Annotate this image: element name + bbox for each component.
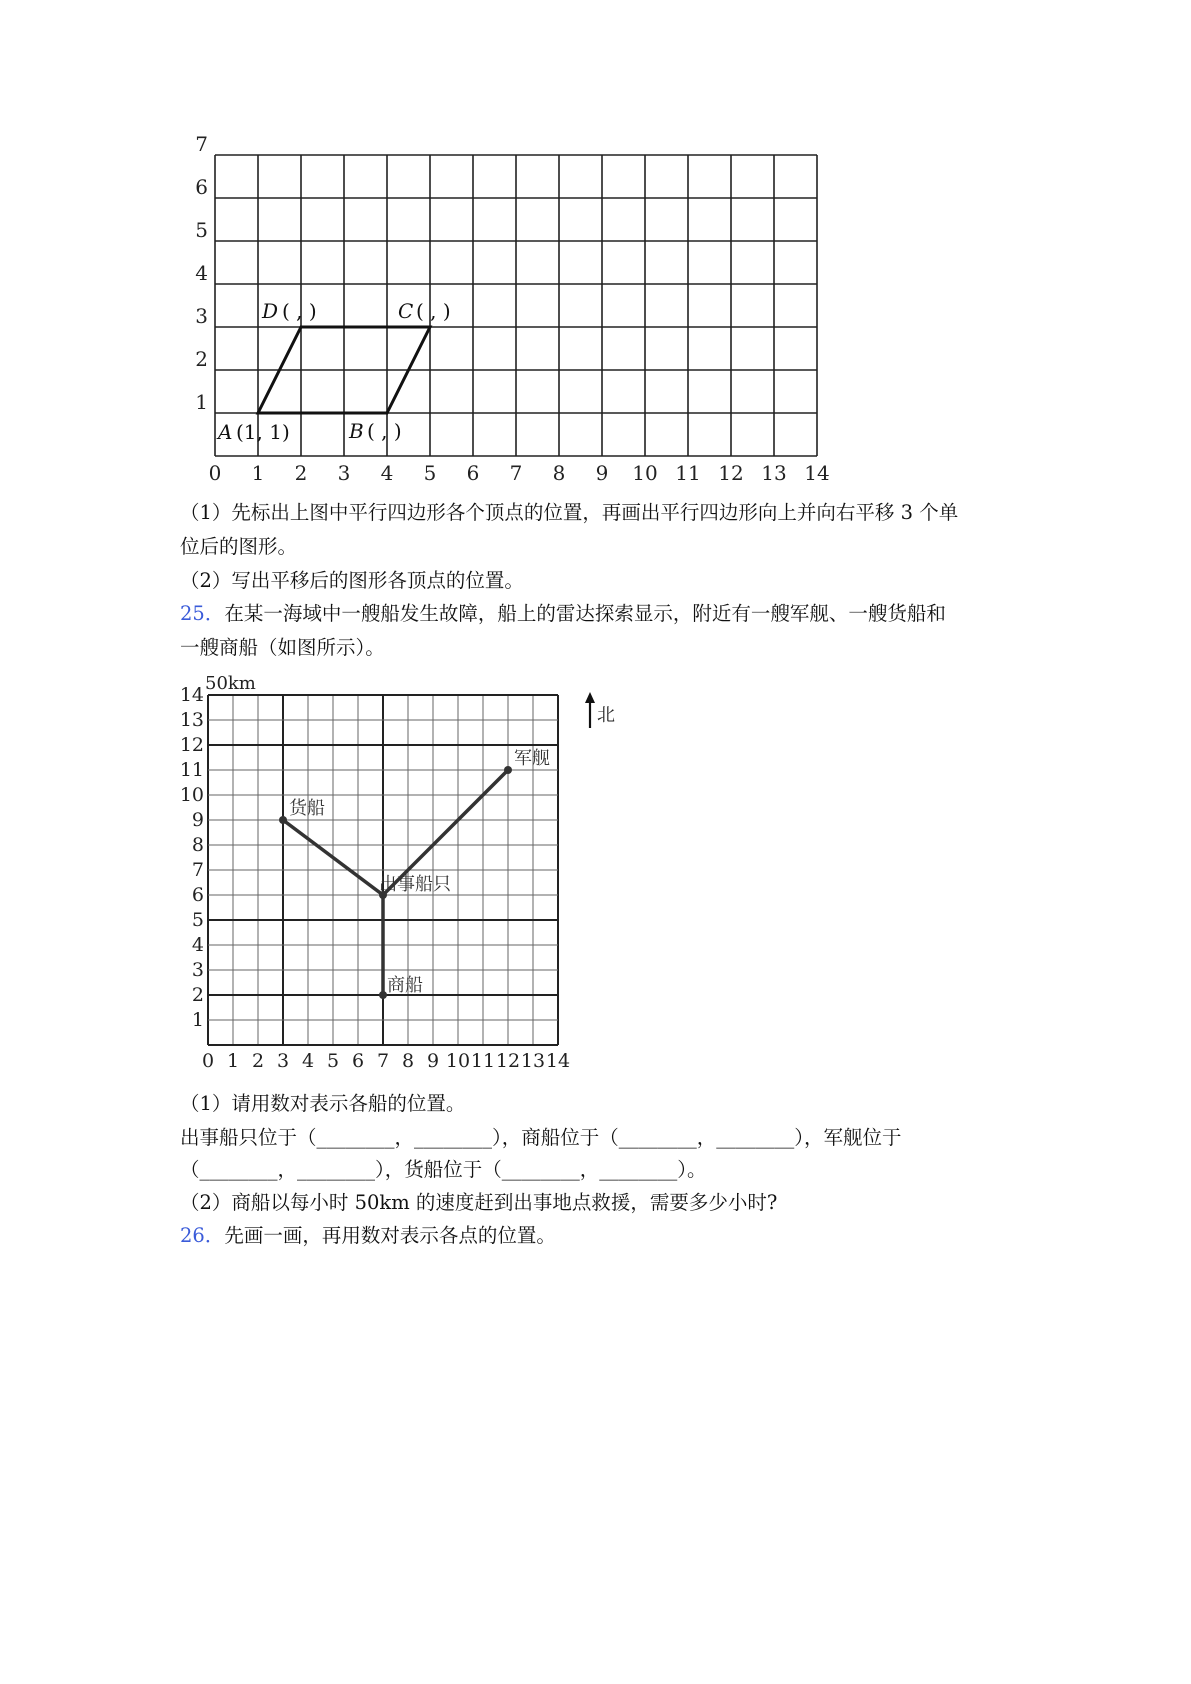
vertex-b-label: B — [349, 419, 364, 443]
y-tick-label: 13 — [179, 709, 204, 731]
y-tick-label: 7 — [195, 132, 208, 156]
x-tick-label: 11 — [675, 461, 701, 485]
vertex-c-coord: ( , ) — [416, 299, 451, 323]
x-tick-label: 1 — [226, 1050, 240, 1072]
y-tick-label: 1 — [195, 390, 208, 414]
x-tick-label: 2 — [251, 1050, 265, 1072]
q25-intro-text: 在某一海域中一艘船发生故障，船上的雷达探索显示，附近有一艘军舰、一艘货船和 — [224, 602, 946, 625]
q26-line — [180, 1222, 556, 1250]
x-tick-label: 9 — [426, 1050, 440, 1072]
cargo-ship-label: 货船 — [289, 798, 325, 819]
y-tick-label: 2 — [195, 347, 208, 371]
y-tick-label: 6 — [195, 175, 208, 199]
x-tick-label: 11 — [470, 1050, 496, 1072]
y-tick-label: 12 — [179, 734, 204, 756]
question-number: 25． — [180, 602, 225, 625]
accident-ship-label: 出事船只 — [379, 874, 451, 895]
ship-dot-warship — [504, 766, 512, 774]
merchant-ship-label: 商船 — [387, 975, 423, 996]
question-number: 26． — [180, 1224, 225, 1247]
x-axis-ticks — [209, 461, 830, 485]
vertex-b-coord: ( , ) — [367, 419, 402, 443]
x-tick-label: 8 — [552, 461, 566, 485]
x-tick-label: 4 — [380, 461, 394, 485]
q24-instruction-line2: 位后的图形。 — [180, 535, 298, 558]
north-arrow-icon — [585, 692, 615, 728]
x-tick-label: 10 — [445, 1050, 471, 1072]
x-tick-label: 13 — [761, 461, 787, 485]
vertex-d-coord: ( , ) — [282, 299, 317, 323]
y-tick-label: 5 — [195, 218, 208, 242]
y-tick-label: 7 — [191, 859, 204, 881]
x-tick-label: 5 — [326, 1050, 340, 1072]
y-tick-label: 2 — [191, 984, 204, 1006]
y-tick-label: 9 — [191, 809, 204, 831]
q25-fill-line1: 出事船只位于（________，________），商船位于（________，________），军舰位于 — [180, 1126, 902, 1149]
q25-intro-line2: 一艘商船（如图所示）。 — [180, 636, 385, 659]
figure-1-parallelogram-grid — [190, 132, 840, 490]
x-tick-label: 7 — [509, 461, 523, 485]
x-tick-label: 0 — [208, 461, 222, 485]
x-tick-label: 12 — [718, 461, 744, 485]
q25-intro-line1 — [180, 600, 946, 628]
y-axis-ticks — [180, 684, 204, 1031]
x-tick-label: 3 — [276, 1050, 290, 1072]
x-tick-label: 1 — [251, 461, 265, 485]
y-tick-label: 4 — [195, 261, 208, 285]
x-tick-label: 2 — [294, 461, 308, 485]
x-tick-label: 7 — [376, 1050, 390, 1072]
x-tick-label: 0 — [201, 1050, 215, 1072]
x-tick-label: 14 — [545, 1050, 571, 1072]
x-axis-ticks — [202, 1050, 570, 1072]
y-tick-label: 10 — [179, 784, 204, 806]
vertex-c-label: C — [398, 299, 414, 323]
y-tick-label: 14 — [179, 684, 204, 706]
y-tick-label: 1 — [191, 1009, 204, 1031]
x-tick-label: 3 — [337, 461, 351, 485]
x-tick-label: 9 — [595, 461, 609, 485]
q26-text: 先画一画，再用数对表示各点的位置。 — [224, 1224, 556, 1247]
x-tick-label: 10 — [632, 461, 658, 485]
q24-instruction-line1: （1）先标出上图中平行四边形各个顶点的位置，再画出平行四边形向上并向右平移 3 个单 — [180, 501, 959, 524]
q25-sub2: （2）商船以每小时 50km 的速度赶到出事地点救援，需要多少小时? — [180, 1191, 778, 1214]
y-tick-label: 8 — [191, 834, 204, 856]
ship-dot-cargo — [279, 816, 287, 824]
q25-fill-line2: （________，________），货船位于（________，________）。 — [180, 1158, 707, 1181]
vertex-a-coord: (1, 1) — [236, 420, 290, 444]
scale-label: 50km — [205, 673, 256, 694]
ship-dot-merchant — [379, 991, 387, 999]
q24-instruction-line3: （2）写出平移后的图形各顶点的位置。 — [180, 569, 524, 592]
q25-sub1: （1）请用数对表示各船的位置。 — [180, 1092, 466, 1115]
vertex-a-label: A — [218, 420, 233, 444]
x-tick-label: 5 — [423, 461, 437, 485]
x-tick-label: 13 — [520, 1050, 546, 1072]
x-tick-label: 4 — [301, 1050, 315, 1072]
warship-label: 军舰 — [514, 748, 550, 769]
y-tick-label: 11 — [179, 759, 204, 781]
y-tick-label: 3 — [195, 304, 208, 328]
x-tick-label: 8 — [401, 1050, 415, 1072]
figure-2-ship-grid — [179, 668, 645, 1078]
x-tick-label: 6 — [351, 1050, 365, 1072]
x-tick-label: 12 — [495, 1050, 521, 1072]
x-tick-label: 6 — [466, 461, 480, 485]
y-axis-ticks — [195, 132, 208, 414]
y-tick-label: 4 — [191, 934, 204, 956]
y-tick-label: 5 — [191, 909, 204, 931]
y-tick-label: 6 — [191, 884, 204, 906]
y-tick-label: 3 — [191, 959, 204, 981]
north-label: 北 — [597, 705, 615, 726]
x-tick-label: 14 — [804, 461, 830, 485]
vertex-d-label: D — [262, 299, 279, 323]
